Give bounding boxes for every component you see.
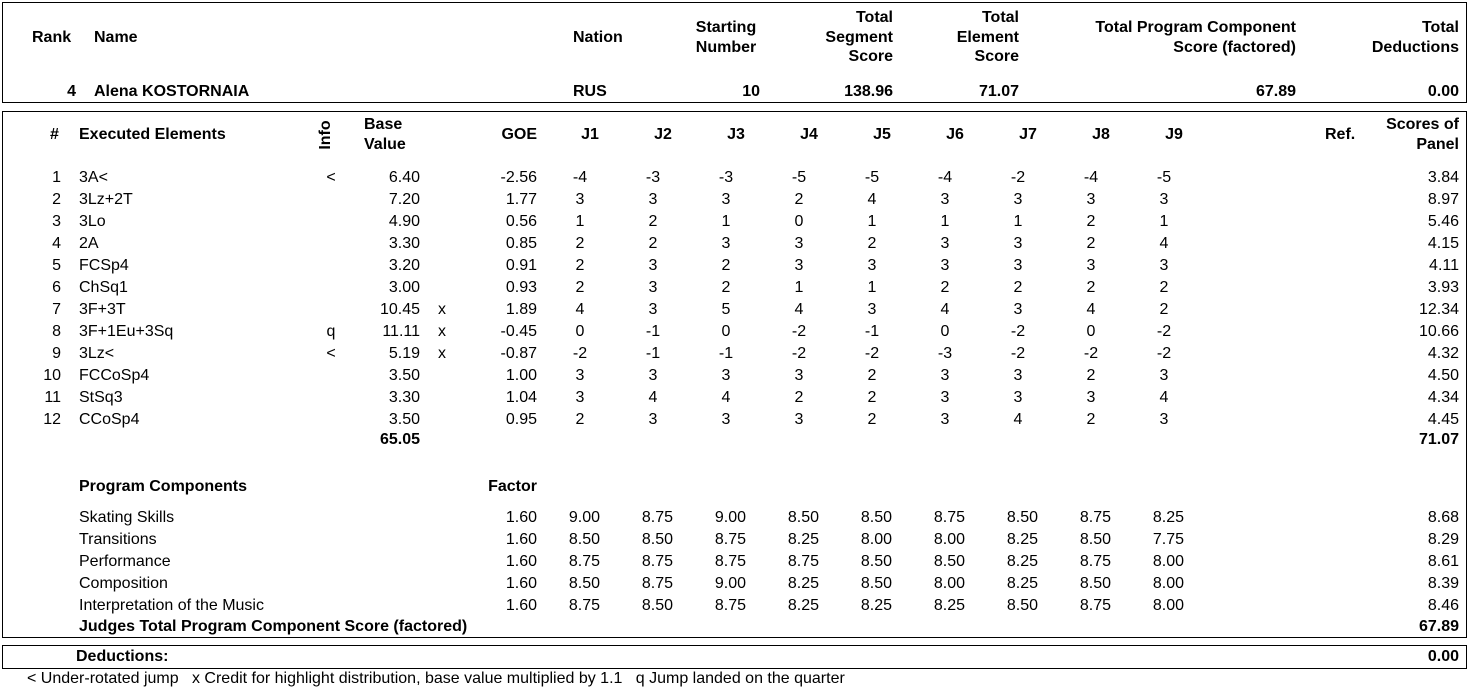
element-judge-score: -2 bbox=[1010, 323, 1026, 340]
component-judge-score: 8.50 bbox=[568, 531, 600, 548]
component-judge-score: 8.50 bbox=[568, 575, 600, 592]
element-goe: 0.95 bbox=[505, 411, 537, 428]
tes-label-3: Score bbox=[974, 48, 1019, 65]
element-judge-score: 1 bbox=[867, 279, 877, 296]
element-number: 3 bbox=[52, 213, 61, 230]
pc-total-label: Judges Total Program Component Score (factored) bbox=[79, 618, 468, 635]
element-judge-score: -2 bbox=[1083, 345, 1099, 362]
element-judge-score: 2 bbox=[1086, 279, 1096, 296]
element-number: 11 bbox=[44, 389, 61, 406]
element-judge-score: 1 bbox=[940, 213, 950, 230]
element-judge-score: 3 bbox=[867, 301, 877, 318]
info-header: Info bbox=[317, 120, 334, 150]
element-panel-score: 12.34 bbox=[1418, 301, 1459, 318]
element-judge-score: 3 bbox=[1159, 367, 1169, 384]
element-number: 6 bbox=[52, 279, 61, 296]
component-judge-score: 8.25 bbox=[1006, 575, 1038, 592]
element-bonus-mark: x bbox=[438, 345, 446, 362]
element-number: 12 bbox=[43, 411, 61, 428]
element-judge-score: 3 bbox=[940, 367, 950, 384]
element-bonus-mark: x bbox=[438, 301, 446, 318]
element-judge-score: 0 bbox=[1086, 323, 1096, 340]
element-judge-score: 0 bbox=[940, 323, 950, 340]
element-judge-score: -5 bbox=[791, 169, 807, 186]
component-panel-score: 8.29 bbox=[1427, 531, 1459, 548]
element-panel-score: 4.11 bbox=[1429, 257, 1459, 274]
name-label: Name bbox=[94, 29, 138, 46]
component-judge-score: 8.50 bbox=[933, 553, 965, 570]
element-judge-score: 3 bbox=[1013, 191, 1023, 208]
component-factor: 1.60 bbox=[505, 597, 537, 614]
element-judge-score: 3 bbox=[721, 235, 731, 252]
element-goe: 0.93 bbox=[505, 279, 537, 296]
element-judge-score: 3 bbox=[794, 411, 804, 428]
element-judge-score: 3 bbox=[794, 257, 804, 274]
component-judge-score: 8.75 bbox=[1079, 509, 1111, 526]
component-judge-score: 8.75 bbox=[787, 553, 819, 570]
element-judge-score: -2 bbox=[791, 323, 807, 340]
element-judge-score: 2 bbox=[1086, 235, 1096, 252]
component-judge-score: 8.75 bbox=[641, 553, 673, 570]
element-judge-score: 4 bbox=[867, 191, 877, 208]
element-panel-score: 5.46 bbox=[1427, 213, 1459, 230]
element-judge-score: 3 bbox=[940, 257, 950, 274]
component-judge-score: 8.50 bbox=[1079, 575, 1111, 592]
element-judge-score: 3 bbox=[1159, 257, 1169, 274]
element-judge-score: -2 bbox=[1010, 169, 1026, 186]
component-judge-score: 8.75 bbox=[641, 509, 673, 526]
component-judge-score: 8.00 bbox=[933, 531, 965, 548]
ref-header: Ref. bbox=[1325, 126, 1356, 143]
component-judge-score: 8.50 bbox=[860, 553, 892, 570]
skater-name: Alena KOSTORNAIA bbox=[94, 83, 250, 100]
element-judge-score: 3 bbox=[794, 235, 804, 252]
element-judge-score: 3 bbox=[1159, 191, 1169, 208]
tss-label-1: Total bbox=[855, 9, 893, 26]
element-judge-score: 1 bbox=[721, 213, 731, 230]
element-judge-score: -1 bbox=[645, 323, 661, 340]
component-name: Transitions bbox=[79, 531, 157, 548]
element-judge-score: 2 bbox=[1086, 367, 1096, 384]
element-judge-score: 2 bbox=[1086, 213, 1096, 230]
starting-number-value: 10 bbox=[742, 83, 760, 100]
element-code: StSq3 bbox=[79, 389, 123, 406]
element-judge-score: 2 bbox=[1159, 301, 1169, 318]
element-bonus-mark: x bbox=[438, 323, 446, 340]
starting-label-1: Starting bbox=[695, 19, 757, 36]
element-judge-score: -3 bbox=[645, 169, 661, 186]
element-code: FCCoSp4 bbox=[79, 367, 150, 384]
component-judge-score: 8.25 bbox=[933, 597, 965, 614]
element-base-value: 3.30 bbox=[388, 235, 420, 252]
component-judge-score: 8.50 bbox=[1006, 597, 1038, 614]
nation-value: RUS bbox=[573, 83, 607, 100]
element-judge-score: 3 bbox=[1086, 191, 1096, 208]
element-goe: -0.45 bbox=[500, 323, 537, 340]
component-judge-score: 8.75 bbox=[714, 597, 746, 614]
element-code: 3F+3T bbox=[79, 301, 126, 318]
element-number: 9 bbox=[52, 345, 61, 362]
element-judge-score: 3 bbox=[648, 191, 658, 208]
component-factor: 1.60 bbox=[505, 553, 537, 570]
element-judge-score: 3 bbox=[940, 191, 950, 208]
component-judge-score: 8.50 bbox=[860, 509, 892, 526]
element-number: 5 bbox=[52, 257, 61, 274]
tss-value: 138.96 bbox=[844, 83, 893, 100]
element-judge-score: 4 bbox=[940, 301, 950, 318]
component-name: Composition bbox=[79, 575, 168, 592]
element-judge-score: 3 bbox=[1013, 301, 1023, 318]
element-judge-score: 3 bbox=[721, 411, 731, 428]
tes-value: 71.07 bbox=[978, 83, 1019, 100]
element-base-value: 11.11 bbox=[382, 323, 420, 340]
element-judge-score: 3 bbox=[575, 367, 585, 384]
deductions-total: 0.00 bbox=[1427, 648, 1459, 665]
element-judge-score: 3 bbox=[1013, 367, 1023, 384]
element-info: < bbox=[326, 345, 336, 362]
element-base-value: 3.00 bbox=[388, 279, 420, 296]
element-base-value: 5.19 bbox=[388, 345, 420, 362]
nation-label: Nation bbox=[573, 29, 623, 46]
element-panel-score: 4.32 bbox=[1427, 345, 1459, 362]
goe-header: GOE bbox=[501, 126, 537, 143]
element-judge-score: 3 bbox=[940, 235, 950, 252]
element-judge-score: 3 bbox=[575, 389, 585, 406]
component-judge-score: 9.00 bbox=[714, 575, 746, 592]
element-judge-score: 5 bbox=[721, 301, 731, 318]
element-judge-score: 2 bbox=[940, 279, 950, 296]
judge-header-1: J1 bbox=[581, 126, 599, 143]
element-judge-score: 3 bbox=[721, 367, 731, 384]
component-factor: 1.60 bbox=[505, 575, 537, 592]
judge-header-6: J6 bbox=[946, 126, 964, 143]
component-judge-score: 7.75 bbox=[1152, 531, 1184, 548]
element-judge-score: 2 bbox=[575, 411, 585, 428]
judge-header-7: J7 bbox=[1019, 126, 1037, 143]
component-judge-score: 8.50 bbox=[787, 509, 819, 526]
element-judge-score: -2 bbox=[791, 345, 807, 362]
element-judge-score: -1 bbox=[864, 323, 880, 340]
element-goe: 1.89 bbox=[505, 301, 537, 318]
component-judge-score: 8.75 bbox=[714, 553, 746, 570]
component-judge-score: 8.50 bbox=[860, 575, 892, 592]
element-goe: 0.56 bbox=[505, 213, 537, 230]
element-number: 4 bbox=[52, 235, 61, 252]
element-code: 3F+1Eu+3Sq bbox=[79, 323, 174, 340]
component-judge-score: 8.25 bbox=[1006, 531, 1038, 548]
element-panel-score: 4.50 bbox=[1427, 367, 1459, 384]
element-judge-score: 2 bbox=[721, 279, 731, 296]
tes-label-2: Element bbox=[956, 29, 1019, 46]
element-base-value: 10.45 bbox=[379, 301, 420, 318]
num-header: # bbox=[50, 126, 59, 143]
element-panel-score: 10.66 bbox=[1418, 323, 1459, 340]
element-judge-score: 2 bbox=[1013, 279, 1023, 296]
element-judge-score: 3 bbox=[648, 279, 658, 296]
component-judge-score: 8.75 bbox=[1079, 597, 1111, 614]
element-judge-score: -3 bbox=[937, 345, 953, 362]
component-judge-score: 8.50 bbox=[641, 597, 673, 614]
pcs-value: 67.89 bbox=[1255, 83, 1296, 100]
element-judge-score: 2 bbox=[867, 389, 877, 406]
element-panel-score: 4.45 bbox=[1427, 411, 1459, 428]
element-panel-score: 8.97 bbox=[1427, 191, 1459, 208]
element-goe: -2.56 bbox=[500, 169, 537, 186]
executed-elements-header: Executed Elements bbox=[79, 126, 226, 143]
elements-total-panel: 71.07 bbox=[1418, 431, 1459, 448]
element-judge-score: 4 bbox=[1159, 389, 1169, 406]
deductions-box bbox=[2, 645, 1467, 669]
element-judge-score: 4 bbox=[648, 389, 658, 406]
element-info: < bbox=[326, 169, 336, 186]
program-components-header: Program Components bbox=[79, 478, 248, 495]
element-judge-score: 4 bbox=[1086, 301, 1096, 318]
component-judge-score: 8.50 bbox=[1079, 531, 1111, 548]
element-judge-score: 2 bbox=[575, 279, 585, 296]
element-base-value: 4.90 bbox=[388, 213, 420, 230]
element-judge-score: 1 bbox=[1159, 213, 1169, 230]
component-judge-score: 8.75 bbox=[568, 597, 600, 614]
component-judge-score: 8.25 bbox=[1152, 509, 1184, 526]
element-judge-score: -4 bbox=[572, 169, 588, 186]
element-number: 2 bbox=[52, 191, 61, 208]
element-judge-score: -2 bbox=[1156, 345, 1172, 362]
element-judge-score: 2 bbox=[575, 257, 585, 274]
panel-header-2: Panel bbox=[1416, 136, 1459, 153]
element-judge-score: 1 bbox=[867, 213, 877, 230]
element-base-value: 3.20 bbox=[388, 257, 420, 274]
element-judge-score: 2 bbox=[794, 191, 804, 208]
element-panel-score: 3.93 bbox=[1427, 279, 1459, 296]
component-judge-score: 8.25 bbox=[787, 575, 819, 592]
factor-header: Factor bbox=[488, 478, 537, 495]
component-panel-score: 8.61 bbox=[1427, 553, 1459, 570]
judge-header-9: J9 bbox=[1165, 126, 1183, 143]
judge-header-4: J4 bbox=[800, 126, 818, 143]
element-judge-score: 2 bbox=[1159, 279, 1169, 296]
element-number: 8 bbox=[52, 323, 61, 340]
ded-label-1: Total bbox=[1421, 19, 1459, 36]
component-factor: 1.60 bbox=[505, 509, 537, 526]
component-judge-score: 8.75 bbox=[714, 531, 746, 548]
element-judge-score: 0 bbox=[794, 213, 804, 230]
element-judge-score: 3 bbox=[794, 367, 804, 384]
element-judge-score: 2 bbox=[867, 367, 877, 384]
deductions-value: 0.00 bbox=[1427, 83, 1459, 100]
element-judge-score: 3 bbox=[648, 367, 658, 384]
element-goe: 1.00 bbox=[505, 367, 537, 384]
component-name: Skating Skills bbox=[79, 509, 175, 526]
component-judge-score: 8.25 bbox=[860, 597, 892, 614]
rank-label: Rank bbox=[32, 29, 72, 46]
element-judge-score: 3 bbox=[648, 257, 658, 274]
element-judge-score: -4 bbox=[1083, 169, 1099, 186]
element-code: FCSp4 bbox=[79, 257, 129, 274]
ded-label-2: Deductions bbox=[1371, 39, 1459, 56]
pcs-label-1: Total Program Component bbox=[1095, 19, 1296, 36]
element-judge-score: 4 bbox=[575, 301, 585, 318]
element-judge-score: 4 bbox=[721, 389, 731, 406]
element-judge-score: -2 bbox=[1156, 323, 1172, 340]
component-panel-score: 8.46 bbox=[1427, 597, 1459, 614]
component-judge-score: 8.00 bbox=[1152, 597, 1184, 614]
pcs-label-2: Score (factored) bbox=[1173, 39, 1296, 56]
panel-header-1: Scores of bbox=[1386, 116, 1459, 133]
component-judge-score: 8.25 bbox=[1006, 553, 1038, 570]
component-judge-score: 9.00 bbox=[568, 509, 600, 526]
element-judge-score: -5 bbox=[864, 169, 880, 186]
judge-header-5: J5 bbox=[873, 126, 891, 143]
element-judge-score: 1 bbox=[575, 213, 585, 230]
starting-label-2: Number bbox=[695, 39, 757, 56]
element-goe: 0.85 bbox=[505, 235, 537, 252]
component-judge-score: 8.00 bbox=[1152, 553, 1184, 570]
element-judge-score: 2 bbox=[794, 389, 804, 406]
element-judge-score: 2 bbox=[648, 235, 658, 252]
component-judge-score: 8.00 bbox=[933, 575, 965, 592]
component-judge-score: 8.00 bbox=[860, 531, 892, 548]
element-panel-score: 3.84 bbox=[1427, 169, 1459, 186]
element-judge-score: 3 bbox=[1086, 257, 1096, 274]
element-code: CCoSp4 bbox=[79, 411, 140, 428]
component-judge-score: 9.00 bbox=[714, 509, 746, 526]
element-judge-score: 2 bbox=[1086, 411, 1096, 428]
component-judge-score: 8.50 bbox=[641, 531, 673, 548]
element-panel-score: 4.15 bbox=[1427, 235, 1459, 252]
element-judge-score: 0 bbox=[575, 323, 585, 340]
element-judge-score: 4 bbox=[794, 301, 804, 318]
element-base-value: 3.50 bbox=[388, 367, 420, 384]
base-value-header-1: Base bbox=[364, 116, 403, 133]
element-judge-score: 1 bbox=[1013, 213, 1023, 230]
element-judge-score: 3 bbox=[1013, 257, 1023, 274]
element-judge-score: 3 bbox=[940, 411, 950, 428]
component-judge-score: 8.00 bbox=[1152, 575, 1184, 592]
element-judge-score: 0 bbox=[721, 323, 731, 340]
element-judge-score: 2 bbox=[867, 235, 877, 252]
component-judge-score: 8.25 bbox=[787, 597, 819, 614]
elements-total-base-value: 65.05 bbox=[379, 431, 420, 448]
element-judge-score: 3 bbox=[1159, 411, 1169, 428]
judge-header-2: J2 bbox=[654, 126, 672, 143]
element-judge-score: -3 bbox=[718, 169, 734, 186]
judge-header-8: J8 bbox=[1092, 126, 1110, 143]
element-judge-score: 3 bbox=[575, 191, 585, 208]
component-name: Interpretation of the Music bbox=[79, 597, 264, 614]
component-judge-score: 8.50 bbox=[1006, 509, 1038, 526]
tes-label-1: Total bbox=[981, 9, 1019, 26]
element-judge-score: -1 bbox=[645, 345, 661, 362]
component-judge-score: 8.25 bbox=[787, 531, 819, 548]
element-judge-score: -2 bbox=[572, 345, 588, 362]
element-judge-score: -2 bbox=[864, 345, 880, 362]
element-number: 7 bbox=[52, 301, 61, 318]
element-judge-score: 2 bbox=[648, 213, 658, 230]
element-judge-score: 3 bbox=[648, 301, 658, 318]
element-code: 3Lo bbox=[79, 213, 106, 230]
base-value-header-2: Value bbox=[364, 136, 406, 153]
element-code: 3A< bbox=[79, 169, 108, 186]
tss-label-3: Score bbox=[848, 48, 893, 65]
element-base-value: 6.40 bbox=[388, 169, 420, 186]
element-info: q bbox=[326, 323, 336, 340]
element-goe: 1.04 bbox=[505, 389, 537, 406]
component-factor: 1.60 bbox=[505, 531, 537, 548]
element-code: ChSq1 bbox=[79, 279, 128, 296]
element-judge-score: 3 bbox=[721, 191, 731, 208]
element-judge-score: -1 bbox=[718, 345, 734, 362]
element-judge-score: 3 bbox=[648, 411, 658, 428]
component-panel-score: 8.68 bbox=[1427, 509, 1459, 526]
element-number: 1 bbox=[52, 169, 61, 186]
element-judge-score: 2 bbox=[721, 257, 731, 274]
judge-header-3: J3 bbox=[727, 126, 745, 143]
element-panel-score: 4.34 bbox=[1427, 389, 1459, 406]
element-judge-score: -5 bbox=[1156, 169, 1172, 186]
rank-value: 4 bbox=[67, 83, 76, 100]
element-goe: 1.77 bbox=[505, 191, 537, 208]
element-judge-score: 3 bbox=[940, 389, 950, 406]
element-base-value: 7.20 bbox=[388, 191, 420, 208]
component-judge-score: 8.75 bbox=[641, 575, 673, 592]
pc-total-value: 67.89 bbox=[1418, 618, 1459, 635]
element-base-value: 3.30 bbox=[388, 389, 420, 406]
element-base-value: 3.50 bbox=[388, 411, 420, 428]
deductions-label: Deductions: bbox=[76, 648, 169, 665]
component-judge-score: 8.75 bbox=[933, 509, 965, 526]
element-code: 2A bbox=[79, 235, 99, 252]
element-judge-score: -2 bbox=[1010, 345, 1026, 362]
element-judge-score: 3 bbox=[867, 257, 877, 274]
element-judge-score: 2 bbox=[575, 235, 585, 252]
element-judge-score: 3 bbox=[1013, 389, 1023, 406]
element-number: 10 bbox=[43, 367, 61, 384]
element-judge-score: 1 bbox=[794, 279, 804, 296]
component-name: Performance bbox=[79, 553, 171, 570]
element-judge-score: 2 bbox=[867, 411, 877, 428]
component-judge-score: 8.75 bbox=[568, 553, 600, 570]
element-judge-score: -4 bbox=[937, 169, 953, 186]
legend: < Under-rotated jump x Credit for highlight distribution, base value multiplied by 1.1 q Jump landed on the quarter bbox=[27, 670, 845, 687]
element-goe: 0.91 bbox=[505, 257, 537, 274]
tss-label-2: Segment bbox=[825, 29, 893, 46]
element-judge-score: 4 bbox=[1013, 411, 1023, 428]
component-judge-score: 8.75 bbox=[1079, 553, 1111, 570]
component-panel-score: 8.39 bbox=[1427, 575, 1459, 592]
element-judge-score: 3 bbox=[1013, 235, 1023, 252]
element-judge-score: 3 bbox=[1086, 389, 1096, 406]
element-code: 3Lz+2T bbox=[79, 191, 133, 208]
element-judge-score: 4 bbox=[1159, 235, 1169, 252]
element-goe: -0.87 bbox=[500, 345, 537, 362]
element-code: 3Lz< bbox=[79, 345, 115, 362]
